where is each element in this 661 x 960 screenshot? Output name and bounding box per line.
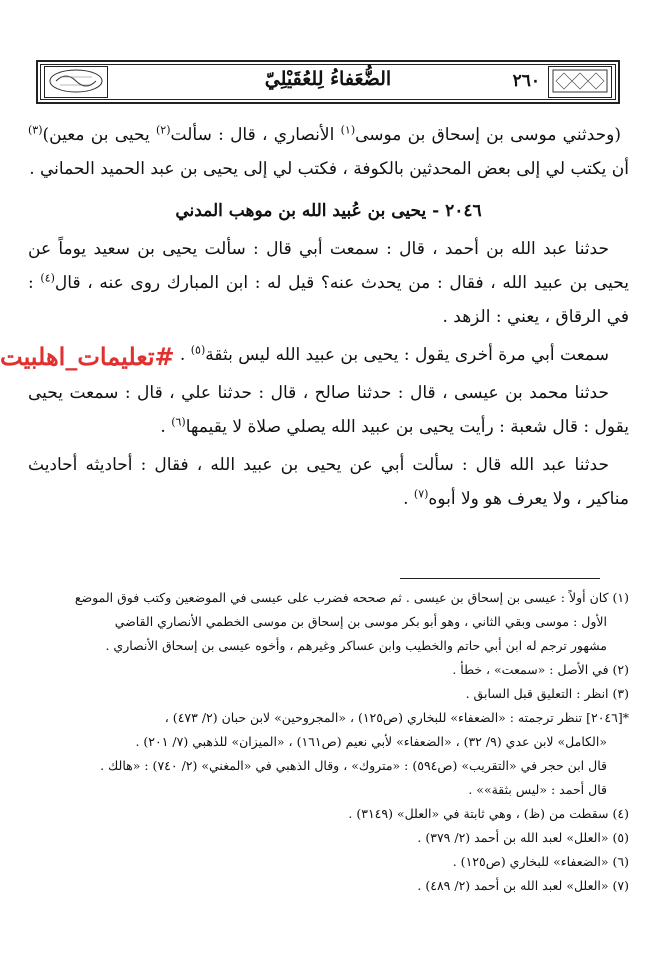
footnote-5: (٥) «العلل» لعبد الله بن أحمد (٢/ ٣٧٩) . [417, 830, 629, 845]
page-number: ٢٦٠ [512, 71, 540, 91]
footnote-2: (٢) في الأصل : «سمعت» ، خطأ . [452, 662, 629, 677]
entry-title: ٢٠٤٦ - يحيى بن عُبيد الله بن موهب المدني [175, 201, 482, 221]
footnote-1-cont: الأول : موسى وبقي الثاني ، وهو أبو بكر موسى بن إسحاق بن موسى الخطمي الأنصاري القاضي [114, 614, 607, 629]
text-span: أن يكتب لي إلى بعض المحدثين بالكوفة ، فكتب لي إلى يحيى بن عبد الحميد الحماني . [29, 159, 629, 179]
text-span: : في الرقاق ، يعني : الزهد . [28, 273, 629, 327]
footnote-ref: (٦) [171, 415, 186, 429]
footnote-ref: (٥) [190, 343, 206, 357]
footnote-divider [400, 578, 600, 579]
ornament-icon [550, 67, 610, 95]
footnote-1-cont: مشهور ترجم له ابن أبي حاتم والخطيب وابن عساكر وغيرهم ، وأخوه عيسى بن إسحاق الأنصاري . [105, 638, 607, 653]
text-span: سمعت أبي مرة أخرى يقول : يحيى بن عبيد الله ليس بثقة [205, 345, 609, 365]
text-span: يحيى بن معين) [42, 125, 156, 145]
footnote-ref: (٢) [156, 123, 171, 137]
header-ornament-left [44, 66, 108, 98]
footnotes [28, 586, 629, 898]
text-span: حدثنا عبد الله بن أحمد ، قال : سمعت أبي قال : سألت يحيى بن سعيد يوماً عن يحيى بن عبيد الله ، فقال : من يحدث عنه؟ قيل له : ابن المبارك روى عنه ، قال [28, 239, 629, 293]
footnote-entry-cont: قال أحمد : «ليس بثقة»» . [468, 782, 607, 797]
footnote-entry-cont: قال ابن حجر في «التقريب» (ص٥٩٤) : «متروك» ، وقال الذهبي في «المغني» (٢/ ٧٤٠) : «هالك . [100, 758, 607, 773]
footnote-7: (٧) «العلل» لعبد الله بن أحمد (٢/ ٤٨٩) . [417, 878, 629, 893]
paragraph-4 [28, 448, 629, 516]
text-span: . [403, 489, 414, 509]
ornament-icon [46, 67, 106, 95]
footnote-1: (١) كان أولاً : عيسى بن إسحاق بن عيسى . ثم صححه فضرب على عيسى في الموضعين وكتب فوق الموضع [74, 590, 629, 605]
footnote-ref: (١) [340, 123, 356, 137]
main-text [28, 118, 629, 516]
text-span: . [160, 417, 172, 437]
footnote-entry: *[٢٠٤٦] تنظر ترجمته : «الضعفاء» للبخاري (ص١٢٥) ، «المجروحين» لابن حبان (٢/ ٤٧٣) ، [164, 710, 629, 725]
footnote-ref: (٧) [413, 487, 429, 501]
footnote-ref: (٣) [28, 123, 43, 137]
text-span: حدثنا عبد الله قال : سألت أبي عن يحيى بن عبيد الله ، فقال : أحاديثه أحاديث مناكير ، ولا يعرف هو ولا أبوه [28, 455, 629, 509]
text-span: حدثنا محمد بن عيسى ، قال : حدثنا صالح ، قال : حدثنا علي ، قال : سمعت يحيى يقول : قال شعبة : رأيت يحيى بن عبيد الله يصلي صلاة لا يقيمها [28, 383, 629, 437]
paragraph-1 [28, 232, 629, 334]
paragraph-3 [28, 376, 629, 444]
text-span: الأنصاري ، قال : سألت [170, 125, 341, 145]
text-span: (وحدثني موسى بن إسحاق بن موسى [355, 125, 621, 145]
hashtag-watermark: #تعليمات_اهلبيت [0, 342, 175, 371]
intro-paragraph [28, 118, 629, 186]
footnote-3: (٣) انظر : التعليق قبل السابق . [465, 686, 629, 701]
page-header [36, 60, 620, 104]
footnote-4: (٤) سقطت من (ظ) ، وهي ثابتة في «العلل» (٣١٤٩) . [348, 806, 629, 821]
text-span: . [179, 345, 191, 365]
footnote-6: (٦) «الضعفاء» للبخاري (ص١٢٥) . [452, 854, 629, 869]
header-ornament-right [548, 66, 612, 98]
running-title: الضُّعَفاءُ لِلعُقَيْلِيّ [264, 68, 392, 90]
footnote-entry-cont: «الكامل» لابن عدي (٩/ ٣٢) ، «الضعفاء» لأبي نعيم (ص١٦١) ، «الميزان» للذهبي (٧/ ٢٠١) . [135, 734, 607, 749]
footnote-ref: (٤) [40, 271, 55, 285]
